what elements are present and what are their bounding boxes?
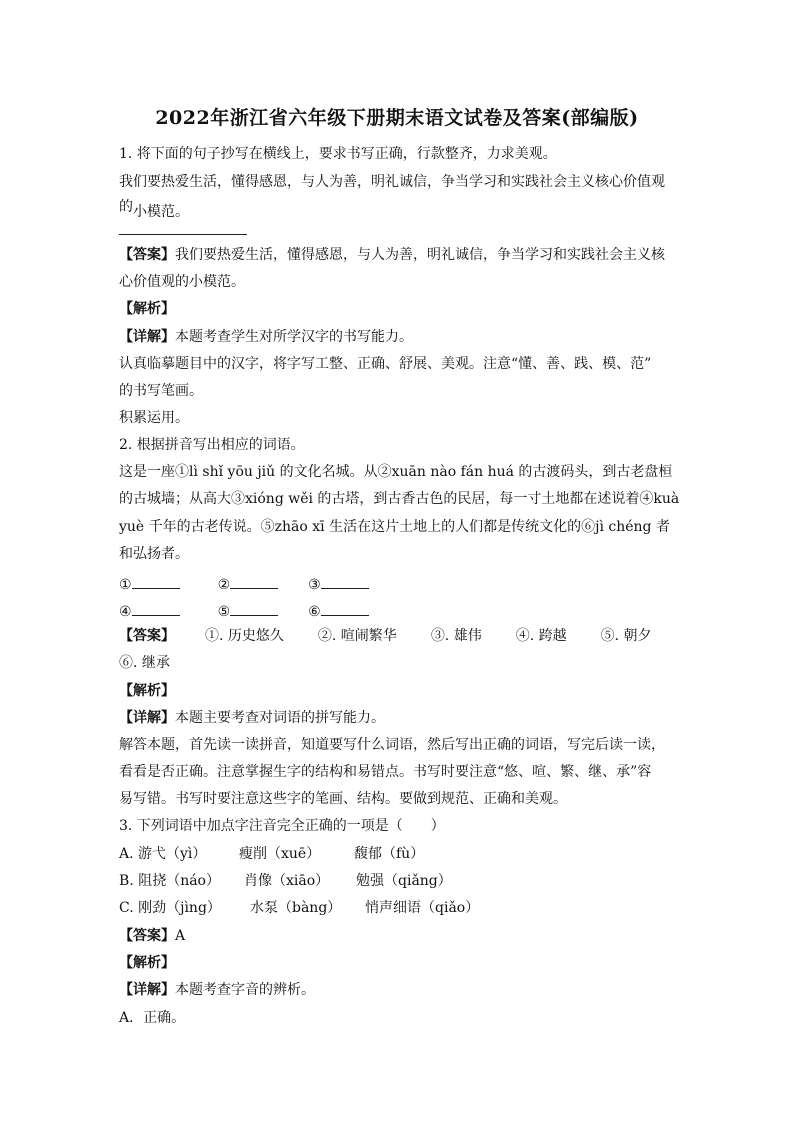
q3-answer-tag: 【答案】: [119, 928, 175, 944]
q2-blank-1: ①: [119, 574, 180, 594]
q1-answer-line-2: 心价值观的小模范。: [119, 274, 245, 290]
q2-detail-line-2: 解答本题，首先读一读拼音，知道要写什么词语，然后写出正确的词语，写完后读一读，: [119, 737, 665, 753]
q2-answer-5: ⑤. 朝夕: [600, 628, 652, 644]
q3-answer-value: A: [175, 928, 186, 944]
q2-answer: [119, 627, 652, 645]
q2-prompt: 2. 根据拼音写出相应的词语。: [119, 437, 305, 453]
q2-answer-2: ②. 喧闹繁华: [317, 628, 397, 644]
q2-blank-row-1: [119, 574, 369, 594]
q2-answer-tag: 【答案】: [119, 628, 175, 644]
q1-text-line-2: [119, 199, 189, 221]
q2-blank-3: ③: [308, 574, 369, 594]
q3-detail-line-1: 本题考查字音的辨析。: [175, 982, 315, 998]
q2-detail-tag: 【详解】: [119, 710, 175, 726]
q2-text-line-1: 这是一座①lì shǐ yōu jiǔ 的文化名城。从②xuān nào fán huá 的古渡码头，到古老盘桓: [119, 464, 673, 480]
q2-blank-4: ④: [119, 601, 180, 621]
q3-detail-tag: 【详解】: [119, 982, 175, 998]
q1-detail-line-2: 认真临摹题目中的汉字，将字写工整、正确、舒展、美观。注意“懂、善、践、模、范”: [119, 356, 652, 372]
q1-analysis-tag: 【解析】: [119, 301, 175, 317]
q2-blank-2: ②: [218, 574, 279, 594]
q1-prompt: 1. 将下面的句子抄写在横线上，要求书写正确，行款整齐，力求美观。: [119, 146, 557, 162]
q2-blank-row-2: [119, 601, 369, 621]
q1-detail: [119, 328, 413, 346]
q3-answer: [119, 927, 185, 945]
q3-prompt: 3. 下列词语中加点字注音完全正确的一项是（ ）: [119, 818, 445, 834]
q3-detail-line-2: A．正确。: [119, 1010, 186, 1026]
q2-blank-5: ⑤: [218, 601, 279, 621]
q2-text-line-3: yuè 千年的古老传说。⑤zhāo xī 生活在这片土地上的人们都是传统文化的⑥jì chéng 者: [119, 519, 670, 535]
q2-answer-4: ④. 跨越: [515, 628, 567, 644]
q2-detail-line-1: 本题主要考查对词语的拼写能力。: [175, 710, 385, 726]
q2-detail-line-3: 看看是否正确。注意掌握生字的结构和易错点。书写时要注意“悠、喧、繁、继、承”容: [119, 764, 652, 780]
q3-option-a: A. 游弋（yì） 瘦削（xuē） 馥郁（fù）: [119, 846, 425, 862]
q2-answer-6: ⑥. 继承: [119, 655, 170, 671]
q2-text-line-4: 和弘扬者。: [119, 546, 189, 562]
q1-answer: [119, 246, 665, 264]
q1-detail-line-3: 的书写笔画。: [119, 383, 203, 399]
q3-option-c: C. 刚劲（jìng） 水泵（bàng） 悄声细语（qiǎo）: [119, 900, 480, 916]
q3-option-b: B. 阻挠（náo） 肖像（xiāo） 勉强（qiǎng）: [119, 873, 452, 889]
q3-detail: [119, 981, 315, 999]
q2-detail: [119, 709, 385, 727]
q2-detail-line-4: 易写错。书写时要注意这些字的笔画、结构。要做到规范、正确和美观。: [119, 791, 567, 807]
q1-answer-text-1: 我们要热爱生活，懂得感恩，与人为善，明礼诚信，争当学习和实践社会主义核: [175, 247, 665, 263]
q1-detail-line-4: 积累运用。: [119, 410, 189, 426]
q1-detail-tag: 【详解】: [119, 329, 175, 345]
q2-blank-6: ⑥: [308, 601, 369, 621]
q3-analysis-tag: 【解析】: [119, 955, 175, 971]
q1-answer-tag: 【答案】: [119, 247, 175, 263]
document-title: 2022年浙江省六年级下册期末语文试卷及答案(部编版): [155, 107, 639, 129]
q1-detail-line-1: 本题考查学生对所学汉字的书写能力。: [175, 329, 413, 345]
q2-text-line-2: 的古城墙；从高大③xióng wěi 的古塔，到古香古色的民居，每一寸土地都在述说着④kuà: [119, 491, 680, 507]
q1-text-de: 的: [119, 199, 133, 215]
q2-answer-3: ③. 雄伟: [430, 628, 482, 644]
q2-answer-1: ①. 历史悠久: [205, 628, 284, 644]
q1-answer-line: [119, 234, 247, 235]
q1-text-line-1: 我们要热爱生活，懂得感恩，与人为善，明礼诚信，争当学习和实践社会主义核心价值观: [119, 174, 665, 190]
q1-text-rest: 小模范。: [133, 204, 189, 220]
q2-analysis-tag: 【解析】: [119, 683, 175, 699]
